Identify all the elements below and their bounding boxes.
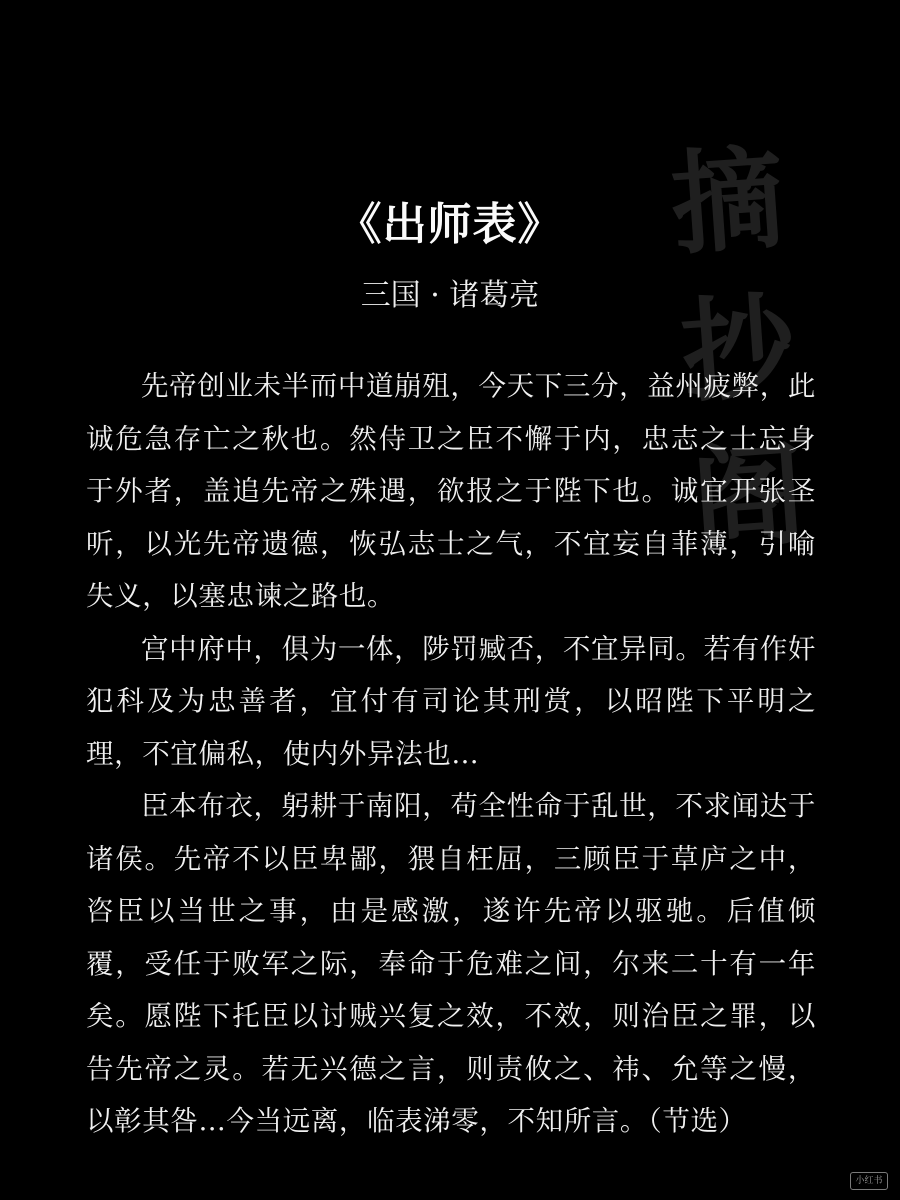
paragraph: 臣本布衣，躬耕于南阳，苟全性命于乱世，不求闻达于诸侯。先帝不以臣卑鄙，猥自枉屈，三顾臣于草庐之中，咨臣以当世之事，由是感激，遂许先帝以驱驰。后值倾覆，受任于败军之际，奉命于危难之间，尔来二十有一年矣。愿陛下托臣以讨贼兴复之效，不效，则治臣之罪，以告先帝之灵。若无兴德之言，则责攸之、祎、允等之慢，以彰其咎…今当远离，临表涕零，不知所言。（节选）	[86, 790, 816, 1137]
paragraph: 宫中府中，俱为一体，陟罚臧否，不宜异同。若有作奸犯科及为忠善者，宜付有司论其刑赏，以昭陛下平明之理，不宜偏私，使内外异法也…	[86, 632, 816, 770]
poem-author: 三国 · 诸葛亮	[360, 278, 540, 313]
app-logo: 小红书	[850, 1172, 888, 1190]
poem-title: 《出师表》	[337, 199, 563, 250]
poem-body	[86, 360, 816, 1148]
watermark-char: 摘	[667, 132, 789, 272]
watermark-char: 阁	[687, 427, 809, 567]
paragraph: 先帝创业未半而中道崩殂，今天下三分，益州疲弊，此诚危急存亡之秋也。然侍卫之臣不懈于内，忠志之士忘身于外者，盖追先帝之殊遇，欲报之于陛下也。诚宜开张圣听，以光先帝遗德，恢弘志士之气，不宜妄自菲薄，引喻失义，以塞忠谏之路也。	[86, 370, 816, 612]
watermark-char: 抄	[677, 280, 799, 419]
